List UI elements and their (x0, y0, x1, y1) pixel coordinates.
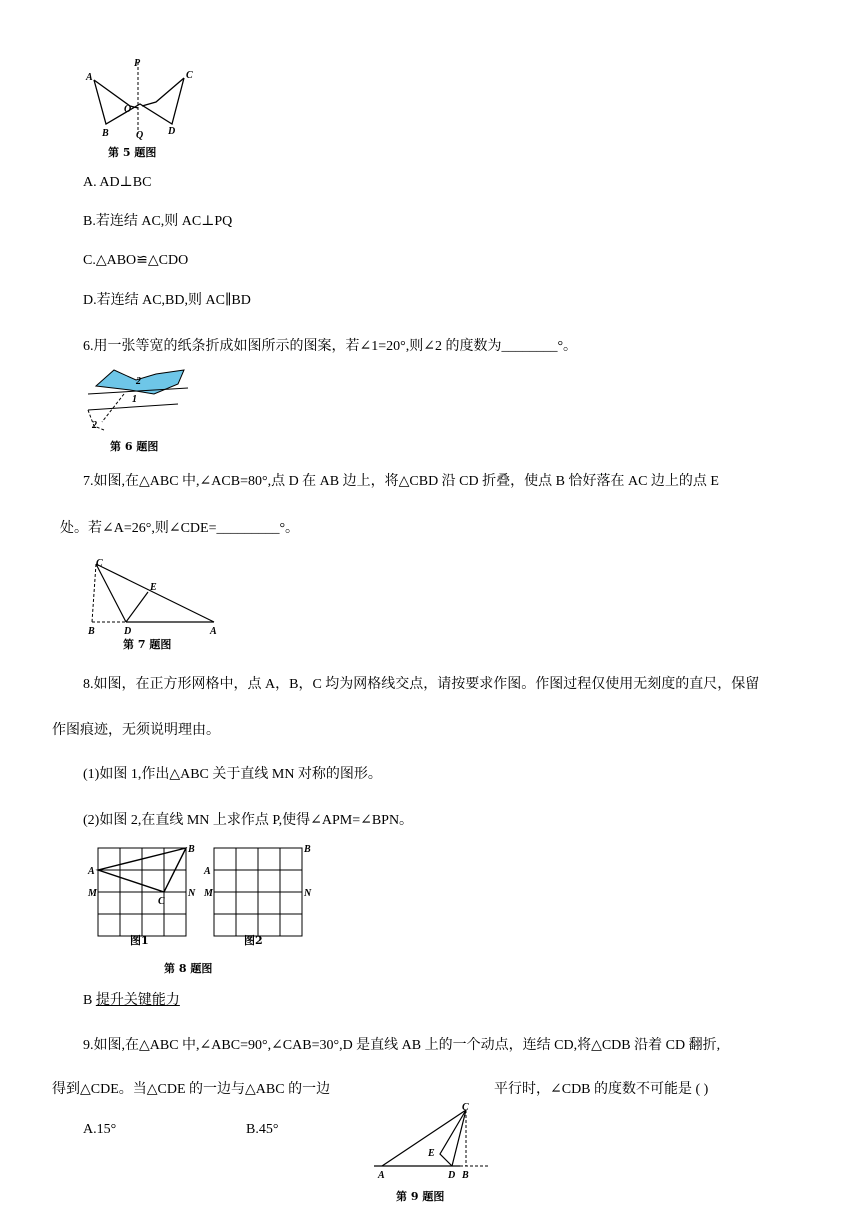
q8-grid-1 (86, 844, 198, 944)
q5-option-a: A. AD⊥BC (83, 175, 152, 190)
q9-line2b: 平行时，∠CDB 的度数不可能是 ( ) (494, 1082, 709, 1097)
q9-line1: 9.如图,在△ABC 中,∠ABC=90°,∠CAB=30°,D 是直线 AB 上的一个动点，连结 CD,将△CDB 沿着 CD 翻折, (83, 1038, 721, 1053)
section-b-prefix: B (83, 993, 96, 1008)
q8-caption: 第 8 题图 (164, 962, 213, 975)
q8-fig1-label-m: M (88, 888, 97, 899)
q7-line2: 处。若∠A=26°,则∠CDE=_________°。 (60, 521, 300, 536)
q8-line1: 8.如图，在正方形网格中，点 A，B，C 均为网格线交点，请按要求作图。作图过程仅使用无刻度的直尺，保留 (83, 677, 760, 692)
q5-label-q: Q (136, 130, 144, 140)
q7-figure (84, 556, 224, 634)
q8-fig1-label-b: B (188, 844, 195, 855)
q8-grid-2 (202, 844, 314, 944)
q8-fig2-label-n: N (304, 888, 312, 899)
q5-caption: 第 5 题图 (108, 146, 157, 159)
q6-label-2: 2 (136, 376, 141, 387)
q9-label-b: B (462, 1170, 469, 1181)
q8-line2: 作图痕迹，无须说明理由。 (52, 723, 220, 738)
q5-option-b: B.若连结 AC,则 AC⊥PQ (83, 214, 233, 229)
q7-label-d: D (124, 626, 132, 634)
q9-label-a: A (378, 1170, 385, 1181)
q8-fig2-label-b: B (304, 844, 311, 855)
q6-label-2b: 2 (92, 420, 97, 431)
q8-fig1-label-c: C (158, 896, 165, 907)
q8-fig2-label-m: M (204, 888, 213, 899)
q8-fig1-label-n: N (188, 888, 196, 899)
q8-fig2-label-a: A (204, 866, 211, 877)
q5-label-d: D (168, 126, 176, 137)
q8-fig1-label-a: A (88, 866, 95, 877)
q7-label-a: A (210, 626, 217, 634)
q8-part1: (1)如图 1,作出△ABC 关于直线 MN 对称的图形。 (83, 767, 382, 782)
q5-label-c: C (186, 70, 193, 81)
q7-line1: 7.如图,在△ABC 中,∠ACB=80°,点 D 在 AB 边上，将△CBD 沿 CD 折叠，使点 B 恰好落在 AC 边上的点 E (83, 474, 719, 489)
q5-label-o: O (124, 104, 132, 115)
q6-figure (84, 366, 194, 436)
q8-fig2-caption: 图2 (244, 934, 263, 947)
q9-option-b: B.45° (246, 1122, 279, 1137)
q9-line2a: 得到△CDE。当△CDE 的一边与△ABC 的一边 (52, 1082, 331, 1097)
q9-label-d: D (448, 1170, 456, 1181)
q6-label-1: 1 (132, 394, 137, 405)
q5-label-b: B (102, 128, 109, 139)
q5-option-c: C.△ABO≌△CDO (83, 253, 189, 268)
section-b-heading (83, 992, 180, 1010)
q5-label-p: P (134, 58, 141, 69)
q5-label-a: A (86, 72, 93, 83)
q9-label-c: C (462, 1102, 469, 1113)
q5-option-d: D.若连结 AC,BD,则 AC∥BD (83, 293, 251, 308)
q6-text: 6.用一张等宽的纸条折成如图所示的图案，若∠1=20°,则∠2 的度数为________°。 (83, 339, 578, 354)
q8-part2: (2)如图 2,在直线 MN 上求作点 P,使得∠APM=∠BPN。 (83, 813, 414, 828)
q7-label-e: E (150, 582, 157, 593)
q6-caption: 第 6 题图 (110, 440, 159, 453)
section-b-title: 提升关键能力 (95, 993, 180, 1008)
q8-fig1-caption: 图1 (130, 934, 149, 947)
q9-option-a: A.15° (83, 1122, 117, 1137)
q9-caption: 第 9 题图 (396, 1190, 445, 1203)
q7-label-c: C (96, 558, 103, 569)
q9-label-e: E (428, 1148, 435, 1159)
q9-figure (368, 1100, 494, 1182)
q7-label-b: B (88, 626, 95, 634)
q5-figure (82, 56, 202, 140)
q7-caption: 第 7 题图 (123, 638, 172, 651)
